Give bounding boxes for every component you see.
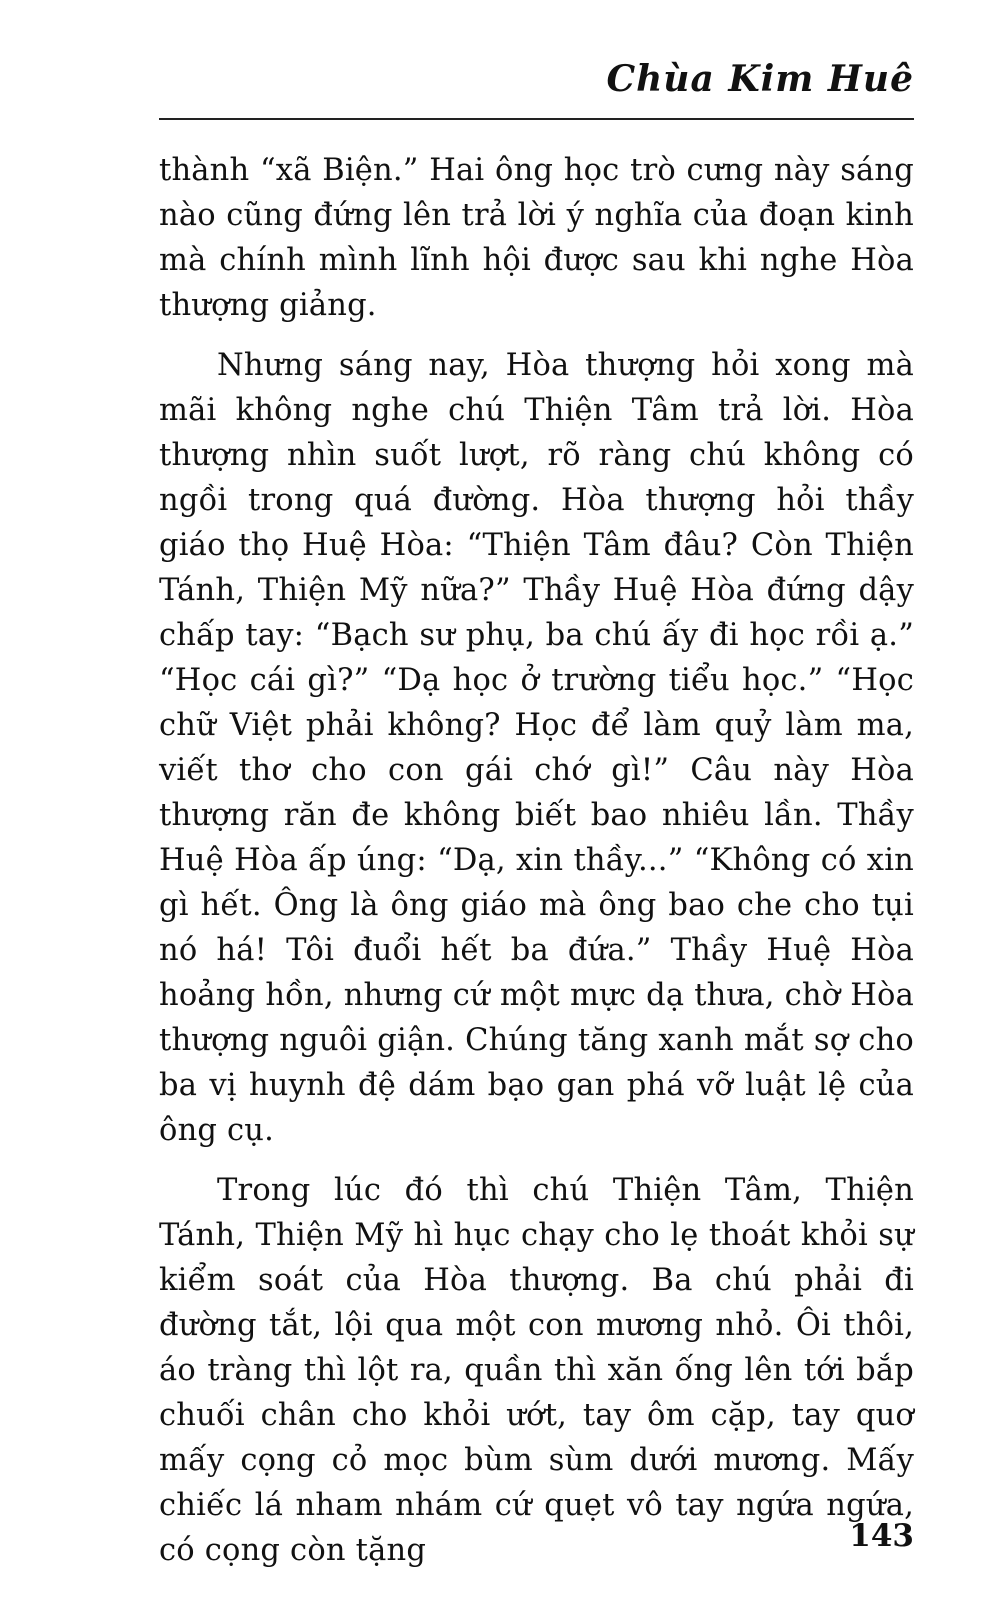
page-body <box>159 148 914 1588</box>
page-number: 143 <box>849 1518 914 1554</box>
paragraph-3: Trong lúc đó thì chú Thiện Tâm, Thiện Tánh, Thiện Mỹ hì hục chạy cho lẹ thoát khỏi sự kiểm soát của Hòa thượng. Ba chú phải đi đường tắt, lội qua một con mương nhỏ. Ôi thôi, áo tràng thì lột ra, quần thì xăn ống lên tới bắp chuối chân cho khỏi ướt, tay ôm cặp, tay quơ mấy cọng cỏ mọc bùm sùm dưới mương. Mấy chiếc lá nham nhám cứ quẹt vô tay ngứa ngứa, có cọng còn tặng <box>159 1173 914 1568</box>
paragraph-1: thành “xã Biện.” Hai ông học trò cưng này sáng nào cũng đứng lên trả lời ý nghĩa của đoạn kinh mà chính mình lĩnh hội được sau khi nghe Hòa thượng giảng. <box>159 153 914 323</box>
header-divider <box>159 118 914 120</box>
running-header-title: Chùa Kim Huê <box>606 58 914 100</box>
paragraph-2: Nhưng sáng nay, Hòa thượng hỏi xong mà mãi không nghe chú Thiện Tâm trả lời. Hòa thượng nhìn suốt lượt, rõ ràng chú không có ngồi trong quá đường. Hòa thượng hỏi thầy giáo thọ Huệ Hòa: “Thiện Tâm đâu? Còn Thiện Tánh, Thiện Mỹ nữa?” Thầy Huệ Hòa đứng dậy chấp tay: “Bạch sư phụ, ba chú ấy đi học rồi ạ.” “Học cái gì?” “Dạ học ở trường tiểu học.” “Học chữ Việt phải không? Học để làm quỷ làm ma, viết thơ cho con gái chớ gì!” Câu này Hòa thượng răn đe không biết bao nhiêu lần. Thầy Huệ Hòa ấp úng: “Dạ, xin thầy...” “Không có xin gì hết. Ông là ông giáo mà ông bao che cho tụi nó há! Tôi đuổi hết ba đứa.” Thầy Huệ Hòa hoảng hồn, nhưng cứ một mực dạ thưa, chờ Hòa thượng nguôi giận. Chúng tăng xanh mắt sợ cho ba vị huynh đệ dám bạo gan phá vỡ luật lệ của ông cụ. <box>159 348 914 1148</box>
